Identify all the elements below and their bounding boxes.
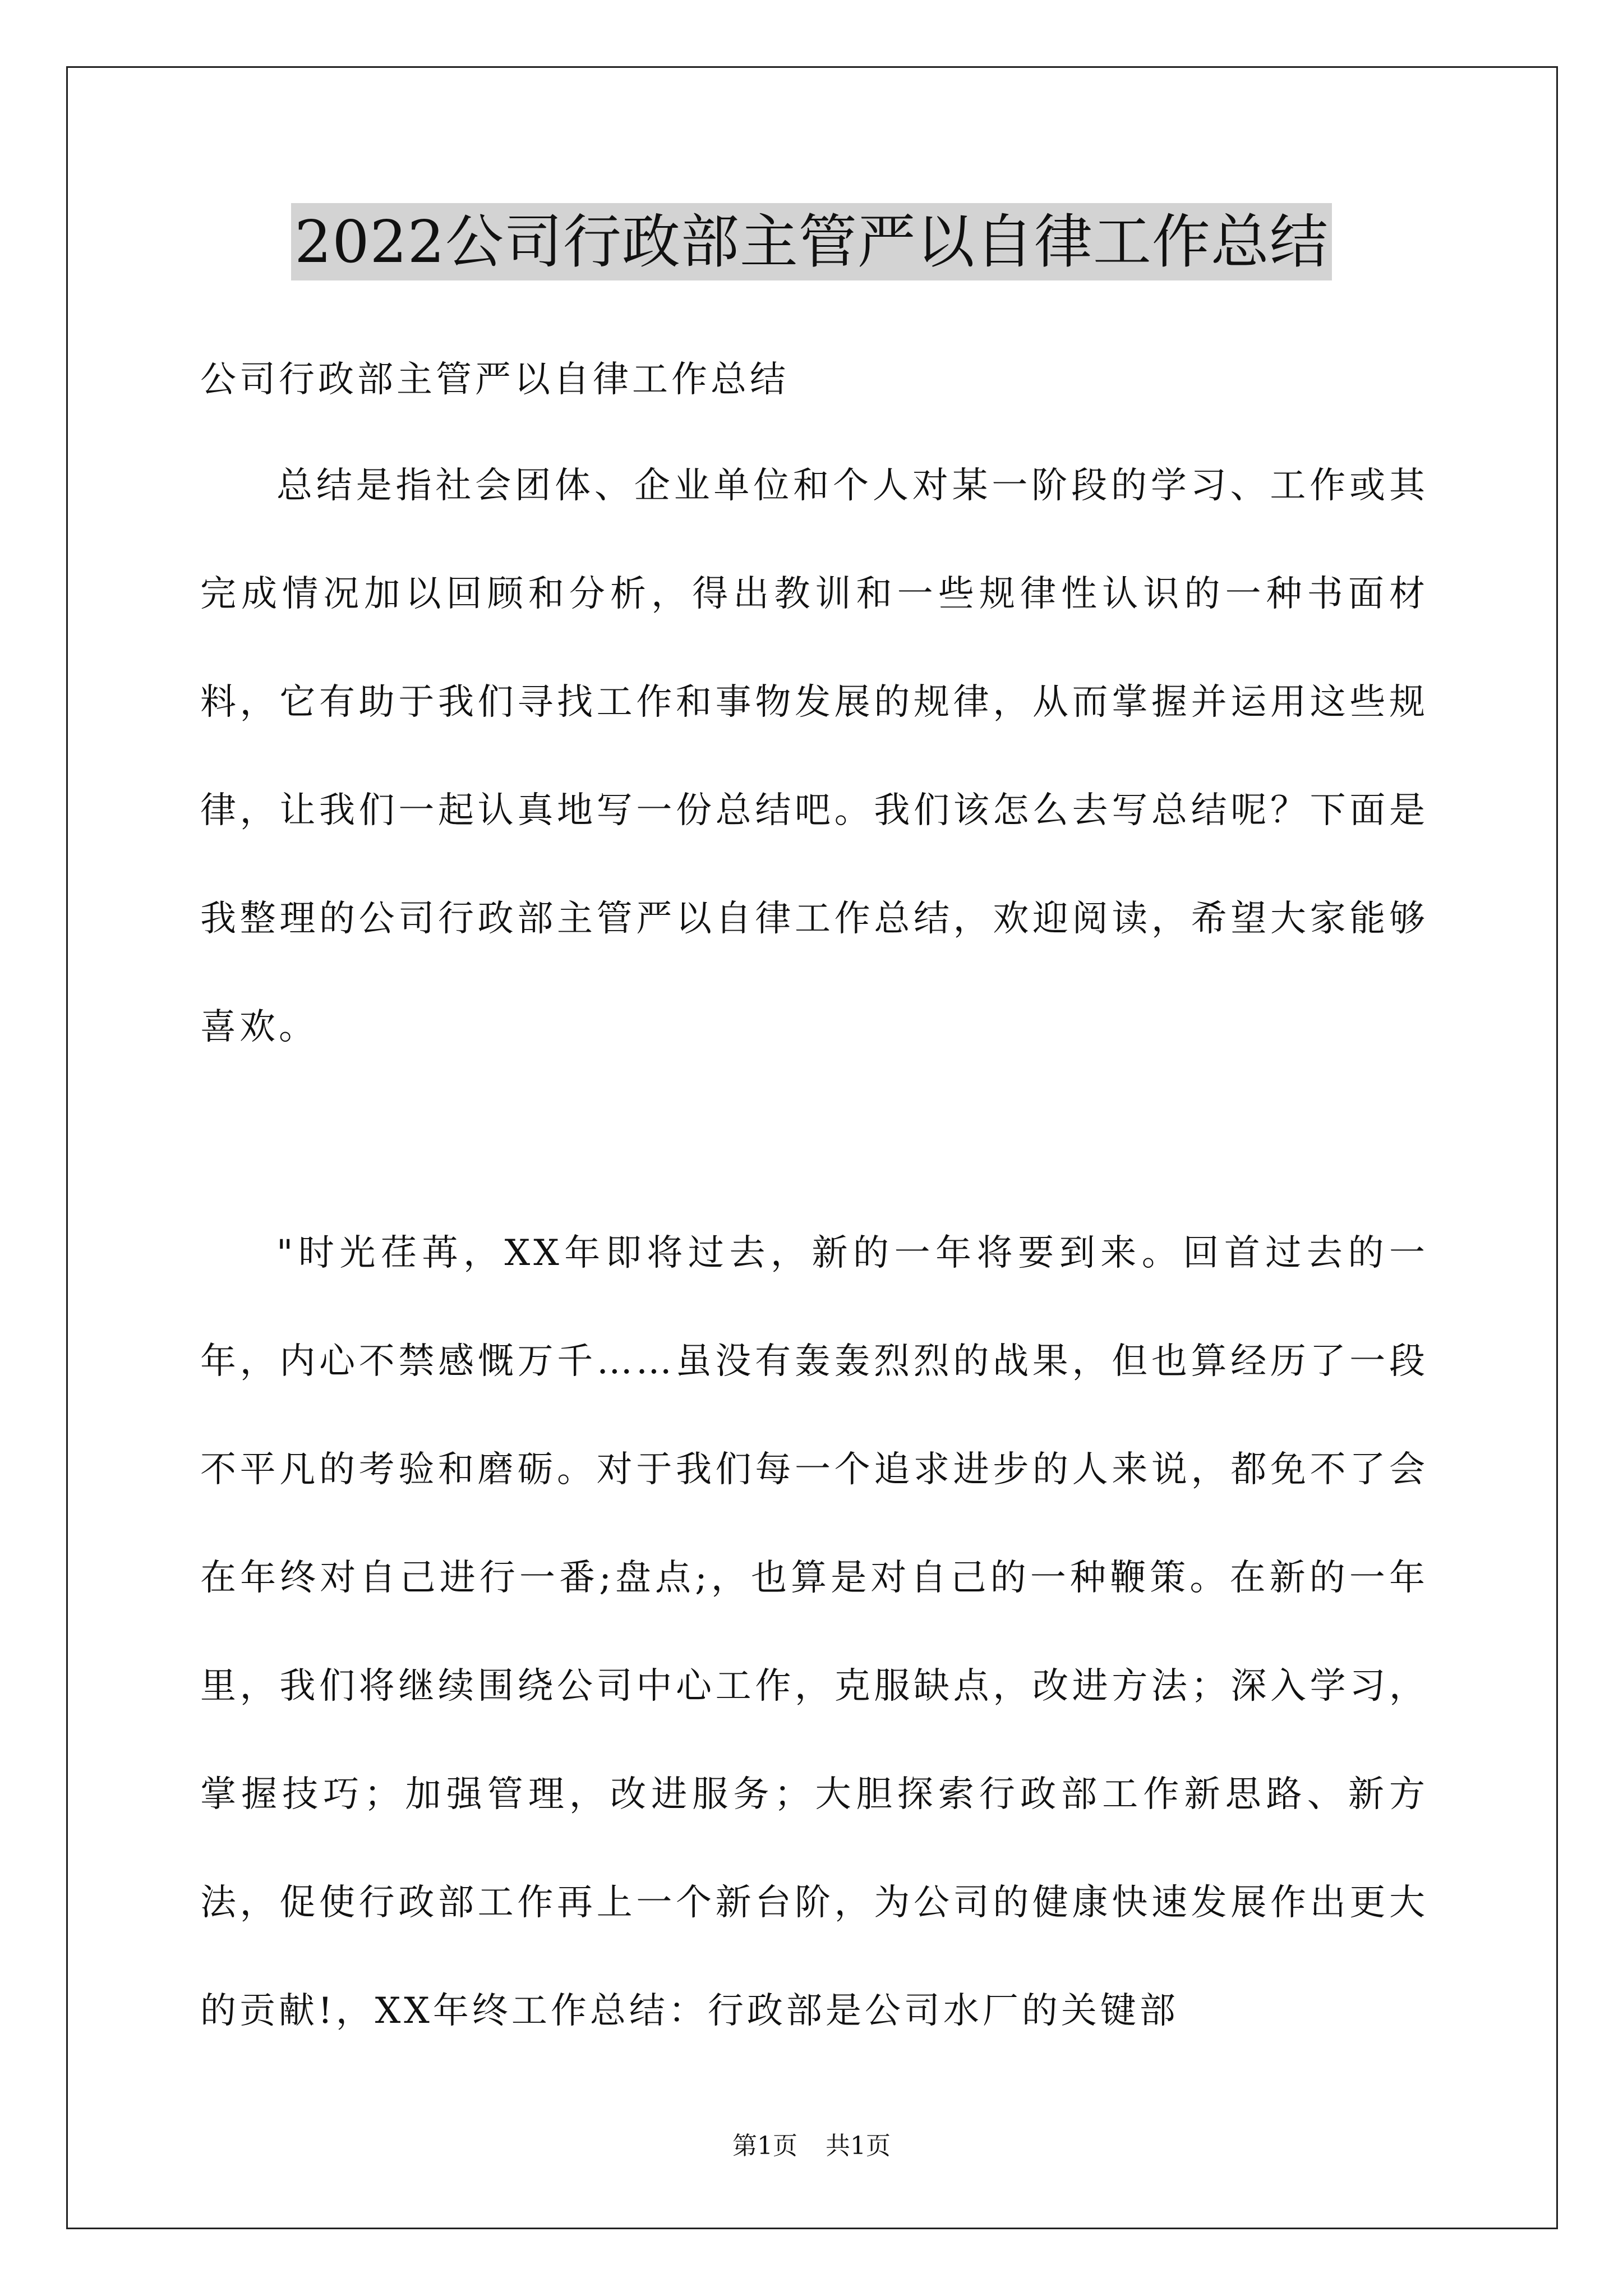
paragraph-body: "时光荏苒，XX年即将过去，新的一年将要到来。回首过去的一年，内心不禁感慨万千……虽没有轰轰烈烈的战果，但也算经历了一段不平凡的考验和磨砺。对于我们每一个追求进步的人来说，都免不了会在年终对自己进行一番;盘点;，也算是对自己的一种鞭策。在新的一年里，我们将继续围绕公司中心工作，克服缺点，改进方法；深入学习，掌握技巧；加强管理，改进服务；大胆探索行政部工作新思路、新方法，促使行政部工作再上一个新台阶，为公司的健康快速发展作出更大的贡献!，XX年终工作总结：行政部是公司水厂的关键部 xyxy=(200,1232,1428,2032)
document-subtitle: 公司行政部主管严以自律工作总结 xyxy=(200,359,789,401)
title-container xyxy=(0,203,1623,280)
page-footer xyxy=(0,2131,1623,2162)
page-total: 共1页 xyxy=(826,2132,891,2160)
page-number: 第1页 xyxy=(732,2132,797,2160)
document-title: 2022公司行政部主管严以自律工作总结 xyxy=(291,203,1332,280)
paragraph-intro: 总结是指社会团体、企业单位和个人对某一阶段的学习、工作或其完成情况加以回顾和分析，得出教训和一些规律性认识的一种书面材料，它有助于我们寻找工作和事物发展的规律，从而掌握并运用这些规律，让我们一起认真地写一份总结吧。我们该怎么去写总结呢？下面是我整理的公司行政部主管严以自律工作总结，欢迎阅读，希望大家能够喜欢。 xyxy=(200,465,1428,1048)
